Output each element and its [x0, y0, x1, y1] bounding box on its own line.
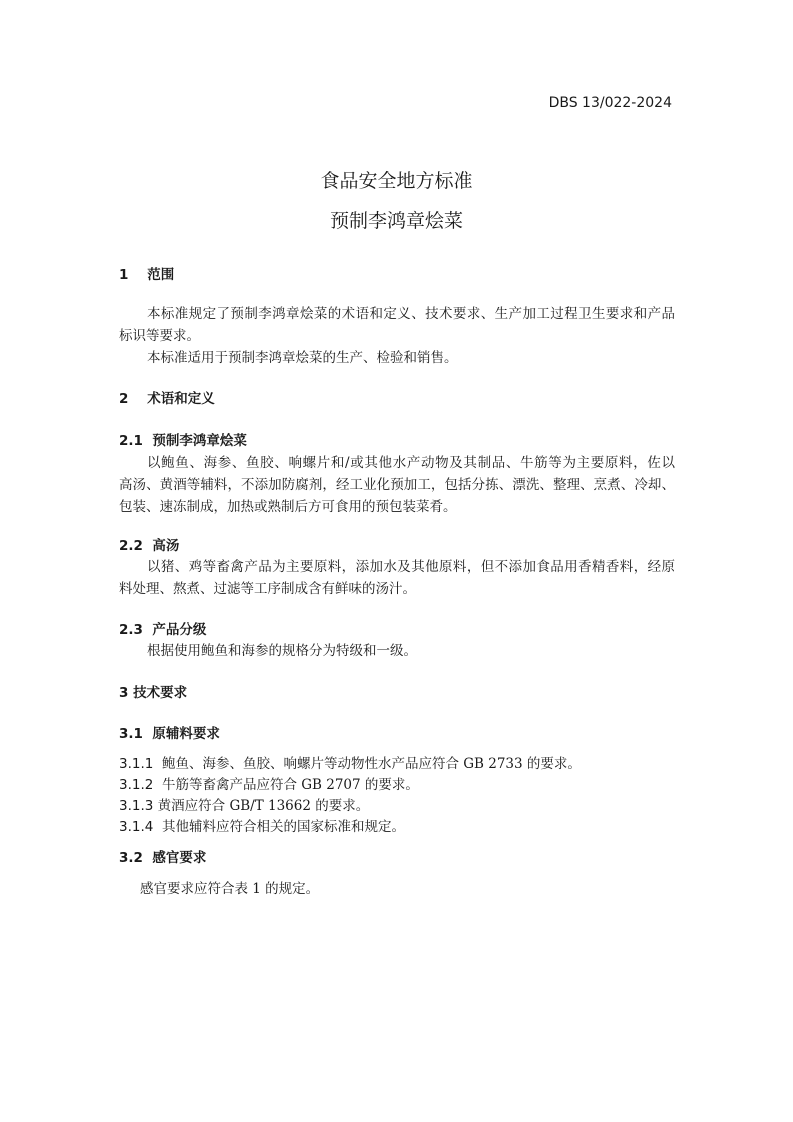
clause-text: 鲍鱼、海参、鱼胶、响螺片等动物性水产品应符合 GB 2733 的要求。 — [161, 756, 581, 772]
section-number: 1 — [119, 267, 129, 283]
subsection-2-3-heading — [119, 618, 206, 638]
clause-number: 3.1.2 — [119, 777, 154, 793]
paragraph-line: 感官要求应符合表 1 的规定。 — [140, 881, 320, 897]
clause-3-1-1 — [119, 752, 581, 772]
clause-3-1-2 — [119, 773, 419, 793]
subsection-number: 3.2 — [119, 850, 143, 866]
paragraph-line: 本标准规定了预制李鸿章烩菜的术语和定义、技术要求、生产加工过程卫生要求和产品 — [147, 306, 675, 322]
section-number: 2 — [119, 391, 129, 407]
section-number: 3 — [119, 685, 129, 701]
subsection-3-2-heading — [119, 846, 206, 866]
paragraph-line: 标识等要求。 — [119, 328, 200, 344]
subsection-3-1-heading — [119, 722, 220, 742]
section-title: 范围 — [147, 267, 175, 283]
subsection-title: 原辅料要求 — [152, 726, 220, 742]
section-title: 术语和定义 — [147, 391, 215, 407]
section-title: 技术要求 — [133, 685, 188, 701]
paragraph-line: 高汤、黄酒等辅料，不添加防腐剂，经工业化预加工，包括分拣、漂洗、整理、烹煮、冷却、 — [119, 477, 675, 493]
section-3-heading — [119, 681, 187, 701]
document-subtitle: 预制李鸿章烩菜 — [329, 210, 463, 232]
paragraph-line: 料处理、熬煮、过滤等工序制成含有鲜味的汤汁。 — [119, 581, 416, 597]
document-number: DBS 13/022-2024 — [548, 95, 672, 111]
subsection-number: 2.1 — [119, 433, 143, 449]
subsection-title: 产品分级 — [152, 622, 207, 638]
paragraph-line: 根据使用鲍鱼和海参的规格分为特级和一级。 — [147, 643, 417, 659]
clause-text: 其他辅料应符合相关的国家标准和规定。 — [161, 819, 405, 835]
clause-3-1-3 — [119, 794, 369, 814]
subsection-title: 高汤 — [152, 538, 180, 554]
clause-text: 黄酒应符合 GB/T 13662 的要求。 — [157, 798, 370, 814]
subsection-title: 预制李鸿章烩菜 — [152, 433, 247, 449]
section-2-heading — [119, 387, 215, 407]
clause-number: 3.1.4 — [119, 819, 154, 835]
paragraph-line: 包装、速冻制成，加热或熟制后方可食用的预包装菜肴。 — [119, 499, 457, 515]
clause-3-1-4 — [119, 815, 405, 835]
document-title: 食品安全地方标准 — [320, 170, 473, 192]
subsection-2-2-heading — [119, 534, 179, 554]
subsection-number: 3.1 — [119, 726, 143, 742]
paragraph-line: 以鲍鱼、海参、鱼胶、响螺片和/或其他水产动物及其制品、牛筋等为主要原料，佐以 — [147, 455, 675, 471]
clause-number: 3.1.1 — [119, 756, 154, 772]
subsection-2-1-heading — [119, 429, 247, 449]
subsection-number: 2.3 — [119, 622, 143, 638]
clause-number: 3.1.3 — [119, 798, 154, 814]
subsection-title: 感官要求 — [152, 850, 207, 866]
clause-text: 牛筋等畜禽产品应符合 GB 2707 的要求。 — [161, 777, 419, 793]
section-1-heading — [119, 263, 174, 283]
paragraph-line: 本标准适用于预制李鸿章烩菜的生产、检验和销售。 — [147, 350, 458, 366]
paragraph-line: 以猪、鸡等畜禽产品为主要原料，添加水及其他原料，但不添加食品用香精香料，经原 — [147, 559, 675, 575]
subsection-number: 2.2 — [119, 538, 143, 554]
